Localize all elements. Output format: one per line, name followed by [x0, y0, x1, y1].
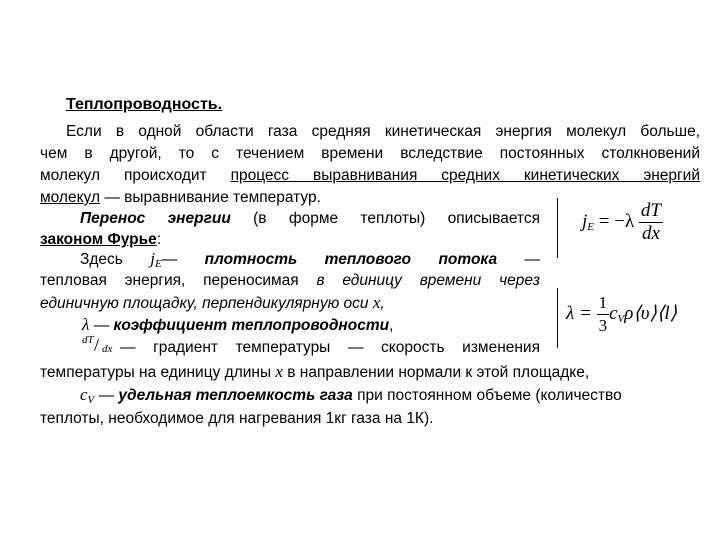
- underlined-text: молекул: [40, 189, 101, 206]
- symbol-x: x: [275, 362, 283, 381]
- paragraph-line: [40, 189, 321, 207]
- underlined-text: процесс выравнивания средних кинетических энергий: [230, 167, 700, 184]
- text: — выравнивание температур.: [100, 189, 321, 206]
- text: —: [93, 317, 114, 334]
- text: —: [524, 251, 541, 268]
- term-energy-transfer: Перенос энергии: [80, 210, 231, 227]
- paragraph-line: Если в одной области газа средняя кинетическая энергия молекул больше,: [66, 123, 700, 140]
- symbol-lambda: λ: [82, 315, 90, 334]
- term-heat-flux-density: плотность теплового потока: [204, 251, 498, 268]
- text: Здесь: [80, 251, 123, 268]
- fourier-law-label: законом Фурье: [40, 231, 157, 248]
- paragraph-line: — градиент температуры — скорость изменения: [120, 339, 540, 356]
- paragraph-line: единичную площадку, перпендикулярную оси x,: [40, 293, 385, 312]
- conductivity-formula: λ = $\frac{1}{3}$ $c_V\rho⟨\upsilon⟩⟨l⟩$: [566, 293, 678, 335]
- text: (в форме теплоты) описывается: [253, 210, 540, 227]
- paragraph-line: теплоты, необходимое для нагревания 1кг газа на 1К).: [40, 410, 434, 427]
- paragraph-line: $c_V$ — удельная теплоемкость газа при постоянном объеме (количество: [80, 385, 622, 406]
- paragraph-line: [40, 167, 700, 185]
- divider: [557, 198, 558, 258]
- paragraph-line: [80, 249, 540, 270]
- section-title: Теплопроводность.: [66, 96, 223, 113]
- paragraph-line: [80, 210, 540, 228]
- fourier-formula: $j_E = -\lambda$ $\frac{dT}{dx}$: [582, 200, 661, 244]
- text: молекул происходит: [40, 167, 231, 184]
- paragraph-line: [40, 231, 161, 249]
- symbol-x: x: [372, 293, 381, 312]
- term-thermal-conductivity: коэффициент теплопроводности: [113, 317, 390, 334]
- symbol-cV: $c_V$: [80, 385, 95, 406]
- paragraph-line: чем в другой, то с течением времени вследствие постоянных столкновений: [40, 145, 700, 162]
- term-specific-heat: удельная теплоемкость газа: [118, 387, 353, 404]
- italic-text: в единицу времени через: [316, 272, 540, 289]
- paragraph-line: [40, 272, 540, 290]
- text: :: [156, 231, 162, 248]
- divider: [557, 288, 558, 348]
- paragraph-line: λ — коэффициент теплопроводности,: [82, 315, 394, 334]
- symbol-dT-dx: dT / dx: [82, 334, 113, 355]
- text: тепловая энергия, переносимая: [40, 272, 317, 289]
- text: —: [161, 251, 178, 268]
- paragraph-line: температуры на единицу длины x в направлении нормали к этой площадке,: [40, 362, 590, 381]
- symbol-jE: $j_E$: [150, 249, 162, 270]
